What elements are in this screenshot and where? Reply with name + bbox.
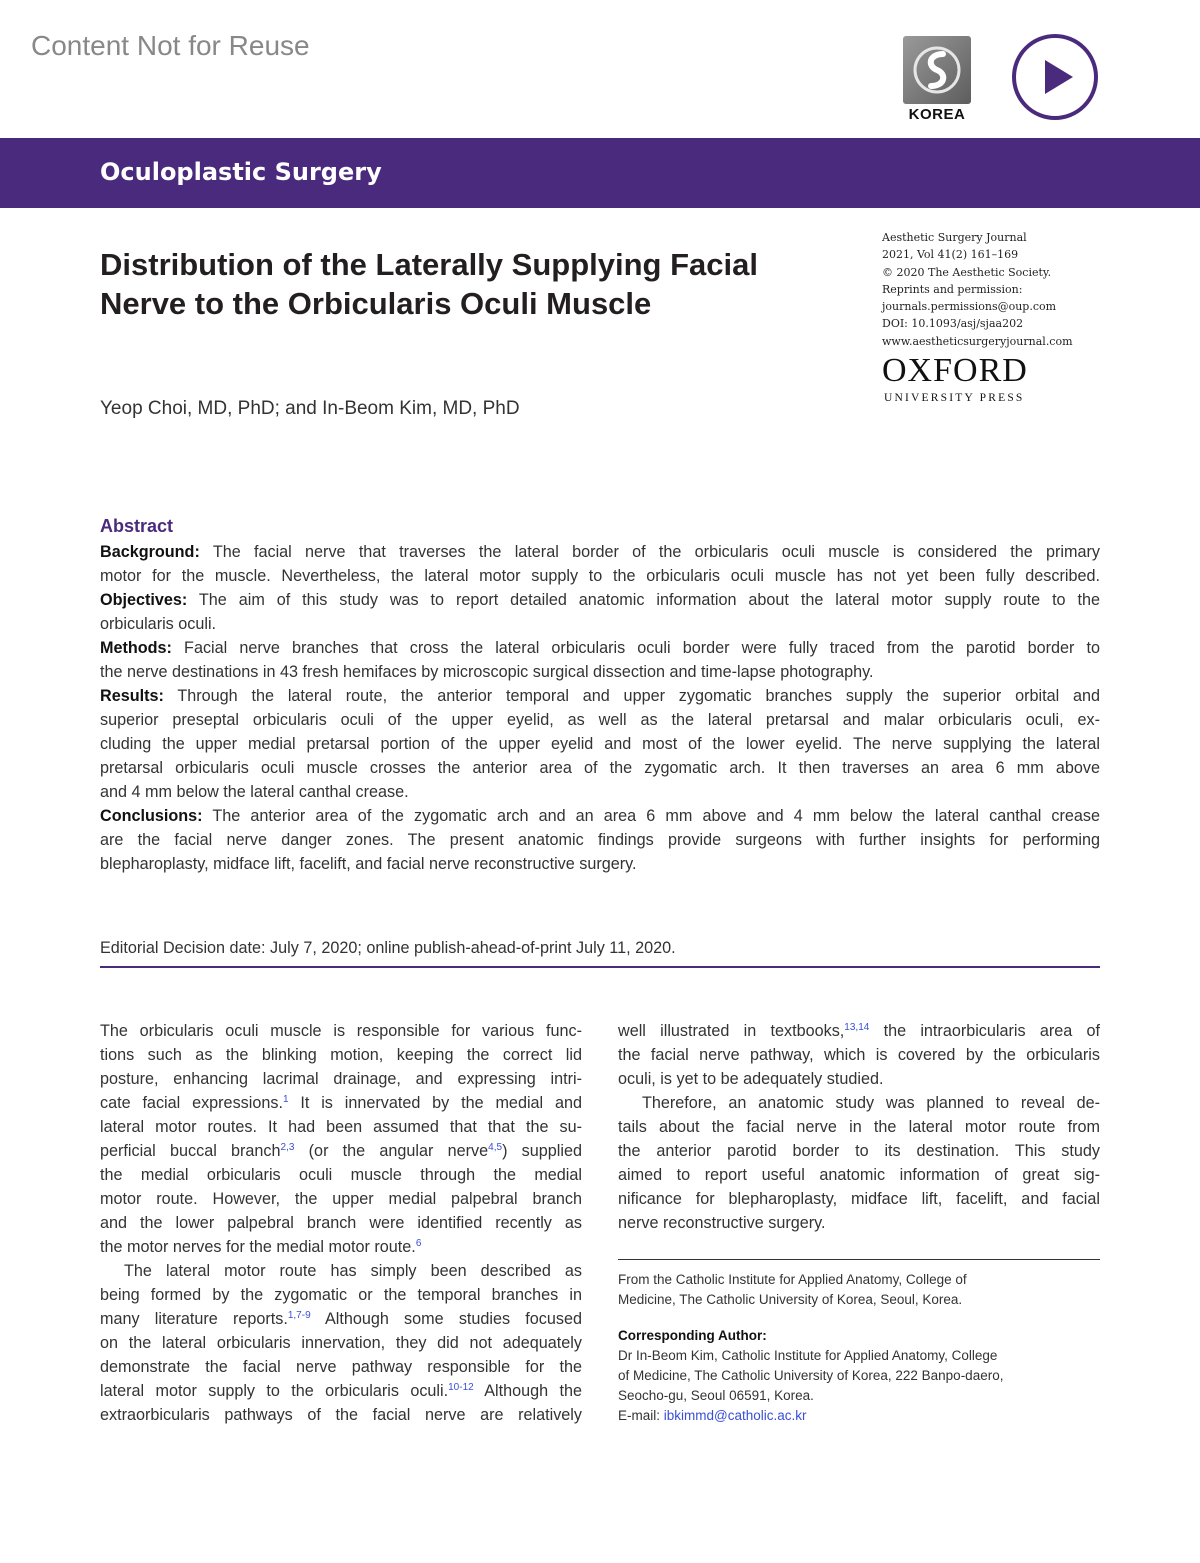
citation-link[interactable]: 1 [282,1094,289,1105]
body-text: (or the angular nerve [294,1142,489,1160]
body-line [100,1139,582,1163]
section-divider [100,966,1100,968]
body-text: the motor nerves for the medial motor route. [100,1238,416,1256]
abstract-line [100,588,1100,612]
body-text: lateral motor supply to the orbicularis oculi. [100,1382,449,1400]
body-line: extraorbicularis pathways of the facial nerve are relatively [100,1406,582,1424]
body-text: It is innervated by the medial and [288,1094,582,1112]
body-line: aimed to report useful anatomic information of great sig- [618,1166,1100,1184]
email-link[interactable]: ibkimmd@catholic.ac.kr [663,1408,807,1423]
affiliation-line: From the Catholic Institute for Applied Anatomy, College of [618,1272,967,1287]
body-line [618,1019,1100,1043]
affiliation-line: Medicine, The Catholic University of Korea, Seoul, Korea. [618,1292,963,1307]
abstract-heading: Abstract [100,516,174,536]
journal-doi[interactable]: DOI: 10.1093/asj/sjaa202 [882,317,1024,331]
body-line: nificance for blepharoplasty, midface lift, facelift, and facial [618,1190,1100,1208]
abstract-line: pretarsal orbicularis oculi muscle crosses the anterior area of the zygomatic arch. It then traverses an area 6 mm above [100,759,1100,777]
abstract-line: the nerve destinations in 43 fresh hemifaces by microscopic surgical dissection and time-lapse photography. [100,663,874,681]
watermark-text: Content Not for Reuse [31,30,310,61]
body-text: cate facial expressions. [100,1094,283,1112]
play-video-button[interactable] [1010,32,1100,122]
background-label: Background: [100,543,200,561]
abstract-body [100,540,1100,876]
body-column-right [618,1019,1100,1235]
footnote-divider [618,1259,1100,1260]
corresponding-heading: Corresponding Author: [618,1328,767,1343]
email-line [618,1406,1100,1426]
abstract-line: and 4 mm below the lateral canthal crease. [100,783,409,801]
play-icon [1010,32,1100,122]
abstract-line [100,684,1100,708]
results-label: Results: [100,687,164,705]
abstract-line: blepharoplasty, midface lift, facelift, and facial nerve reconstructive surgery. [100,855,637,873]
abstract-line: motor for the muscle. Nevertheless, the lateral motor supply to the orbicularis oculi muscle has not yet been fully described. [100,567,1100,585]
abstract-line: superior preseptal orbicularis oculi of the upper eyelid, as well as the lateral pretarsal and malar orbicularis oculi, ex- [100,711,1100,729]
body-line: motor route. However, the upper medial palpebral branch [100,1190,582,1208]
body-column-left [100,1019,582,1427]
methods-label: Methods: [100,639,172,657]
abstract-line: orbicularis oculi. [100,615,217,633]
conclusions-label: Conclusions: [100,807,203,825]
body-line: being formed by the zygomatic or the temporal branches in [100,1286,582,1304]
abstract-line [100,804,1100,828]
author-list: Yeop Choi, MD, PhD; and In-Beom Kim, MD, PhD [100,398,520,419]
citation-link[interactable]: 4,5 [488,1142,503,1153]
body-line: the facial nerve pathway, which is covered by the orbicularis [618,1046,1100,1064]
abstract-text: The facial nerve that traverses the lateral border of the orbicularis oculi muscle is considered the primary [199,543,1100,561]
journal-copyright: © 2020 The Aesthetic Society. [882,265,1052,279]
body-line [100,1307,582,1331]
journal-volume: 2021, Vol 41(2) 161–169 [882,248,1019,262]
body-text: Although some studies focused [310,1310,583,1328]
affiliation [618,1270,1100,1310]
citation-link[interactable]: 1,7-9 [287,1310,311,1321]
abstract-line [100,540,1100,564]
corresponding-line: Seocho-gu, Seoul 06591, Korea. [618,1388,814,1403]
objectives-label: Objectives: [100,591,188,609]
email-label: E-mail: [618,1408,664,1423]
citation-link[interactable]: 13,14 [844,1022,870,1033]
body-text: perficial buccal branch [100,1142,281,1160]
abstract-text: Through the lateral route, the anterior temporal and upper zygomatic branches supply the superior orbital and [163,687,1100,705]
journal-website[interactable]: www.aestheticsurgeryjournal.com [882,334,1073,348]
journal-reprints: Reprints and permission: [882,282,1023,296]
citation-link[interactable]: 2,3 [280,1142,295,1153]
abstract-text: The anterior area of the zygomatic arch and an area 6 mm above and 4 mm below the lateral canthal crease [202,807,1100,825]
body-line: Therefore, an anatomic study was planned to reveal de- [642,1094,1100,1112]
abstract-line: are the facial nerve danger zones. The present anatomic findings provide surgeons with further insights for performing [100,831,1100,849]
body-line: tails about the facial nerve in the lateral motor route from [618,1118,1100,1136]
citation-link[interactable]: 6 [415,1238,422,1249]
corresponding-author [618,1326,1100,1426]
body-line: the anterior parotid border to its destination. This study [618,1142,1100,1160]
body-line: and the lower palpebral branch were identified recently as [100,1214,582,1232]
body-text: the intraorbicularis area of [869,1022,1100,1040]
body-text: ) supplied [502,1142,582,1160]
corresponding-line: of Medicine, The Catholic University of Korea, 222 Banpo-daero, [618,1368,1004,1383]
body-line [100,1379,582,1403]
body-line: tions such as the blinking motion, keeping the correct lid [100,1046,582,1064]
body-line [100,1091,582,1115]
body-line: The orbicularis oculi muscle is responsible for various func- [100,1022,582,1040]
journal-permissions-email[interactable]: journals.permissions@oup.com [882,300,1057,314]
body-text: Although the [473,1382,582,1400]
article-title-line: Nerve to the Orbicularis Oculi Muscle [100,286,652,321]
body-line: The lateral motor route has simply been described as [124,1262,582,1280]
body-text: many literature reports. [100,1310,288,1328]
abstract-text: Facial nerve branches that cross the lateral orbicularis oculi border were fully traced from the parotid border to [171,639,1100,657]
corresponding-line: Dr In-Beom Kim, Catholic Institute for Applied Anatomy, College [618,1348,998,1363]
logo-label: KOREA [908,106,966,123]
body-line: on the lateral orbicularis innervation, they did not adequately [100,1334,582,1352]
body-line: oculi, is yet to be adequately studied. [618,1070,884,1088]
journal-name: Aesthetic Surgery Journal [882,231,1027,244]
editorial-decision-date: Editorial Decision date: July 7, 2020; online publish-ahead-of-print July 11, 2020. [100,939,676,957]
article-title-line: Distribution of the Laterally Supplying Facial [100,247,758,282]
abstract-line [100,636,1100,660]
publisher-logo: OXFORD [882,352,1028,389]
abstract-line: cluding the upper medial pretarsal portion of the upper eyelid and most of the lower eyelid. The nerve supplying the lateral [100,735,1100,753]
body-line: nerve reconstructive surgery. [618,1214,826,1232]
body-line [100,1235,582,1259]
article-title [100,245,840,323]
publisher-sub: UNIVERSITY PRESS [884,392,1025,404]
body-line: the medial orbicularis oculi muscle through the medial [100,1166,582,1184]
abstract-text: The aim of this study was to report detailed anatomic information about the lateral motor supply route to the [187,591,1100,609]
citation-link[interactable]: 10-12 [448,1382,474,1393]
body-line: demonstrate the facial nerve pathway responsible for the [100,1358,582,1376]
body-line: posture, enhancing lacrimal drainage, and expressing intri- [100,1070,582,1088]
korea-society-logo-icon [903,36,971,104]
body-text: well illustrated in textbooks, [618,1022,845,1040]
section-label: Oculoplastic Surgery [100,158,382,186]
body-line: lateral motor routes. It had been assumed that that the su- [100,1118,582,1136]
section-banner [0,138,1200,208]
journal-meta [882,229,1082,350]
